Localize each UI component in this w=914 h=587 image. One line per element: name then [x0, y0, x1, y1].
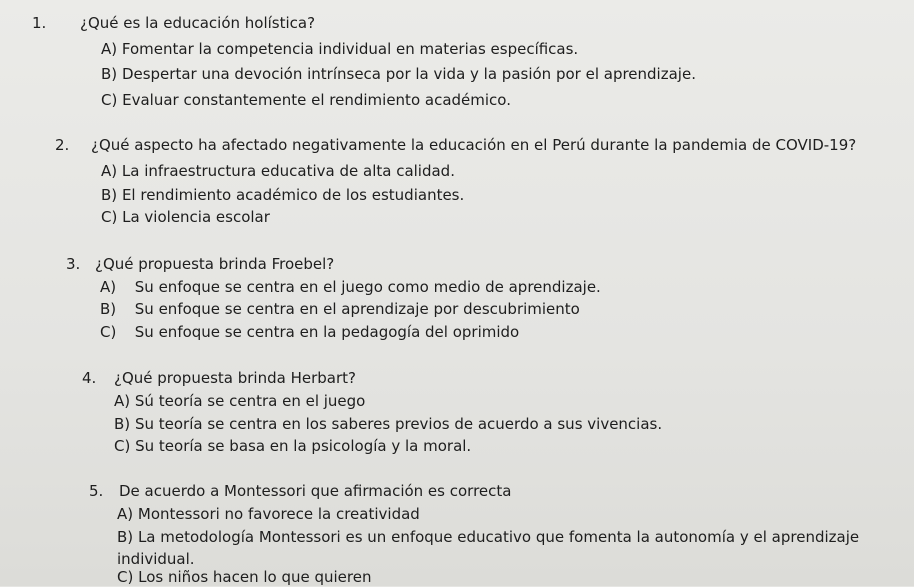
option-a: A) La infraestructura educativa de alta calidad. — [101, 162, 455, 180]
option-b: B) Su teoría se centra en los saberes previos de acuerdo a sus vivencias. — [114, 415, 663, 433]
option-c: C) La violencia escolar — [101, 208, 270, 226]
question-number: 5. — [89, 482, 104, 500]
question-number: 4. — [82, 369, 97, 387]
option-a: A) Fomentar la competencia individual en materias específicas. — [101, 40, 579, 58]
question-text: ¿Qué es la educación holística? — [80, 14, 316, 32]
question-text: De acuerdo a Montessori que afirmación es correcta — [119, 482, 512, 500]
question-number: 1. — [32, 14, 47, 32]
option-c: C) Su enfoque se centra en la pedagogía del oprimido — [100, 323, 520, 341]
option-a: A) Su enfoque se centra en el juego como medio de aprendizaje. — [100, 278, 601, 296]
question-text: ¿Qué aspecto ha afectado negativamente la educación en el Perú durante la pandemia de COVID-19? — [91, 136, 857, 154]
option-a: A) Sú teoría se centra en el juego — [114, 392, 366, 410]
question-text: ¿Qué propuesta brinda Herbart? — [114, 369, 356, 387]
question-number: 3. — [66, 255, 81, 273]
option-b: B) La metodología Montessori es un enfoque educativo que fomenta la autonomía y el aprendizaje individual. — [117, 528, 860, 568]
question-text: ¿Qué propuesta brinda Froebel? — [95, 255, 335, 273]
option-c: C) Los niños hacen lo que quieren — [117, 568, 372, 586]
option-b: B) El rendimiento académico de los estudiantes. — [101, 186, 465, 204]
option-c: C) Su teoría se basa en la psicología y la moral. — [114, 437, 472, 455]
option-b: B) Su enfoque se centra en el aprendizaje por descubrimiento — [100, 300, 580, 318]
option-b: B) Despertar una devoción intrínseca por la vida y la pasión por el aprendizaje. — [101, 65, 696, 83]
option-a: A) Montessori no favorece la creatividad — [117, 505, 420, 523]
option-c: C) Evaluar constantemente el rendimiento académico. — [101, 91, 511, 109]
question-number: 2. — [55, 136, 70, 154]
